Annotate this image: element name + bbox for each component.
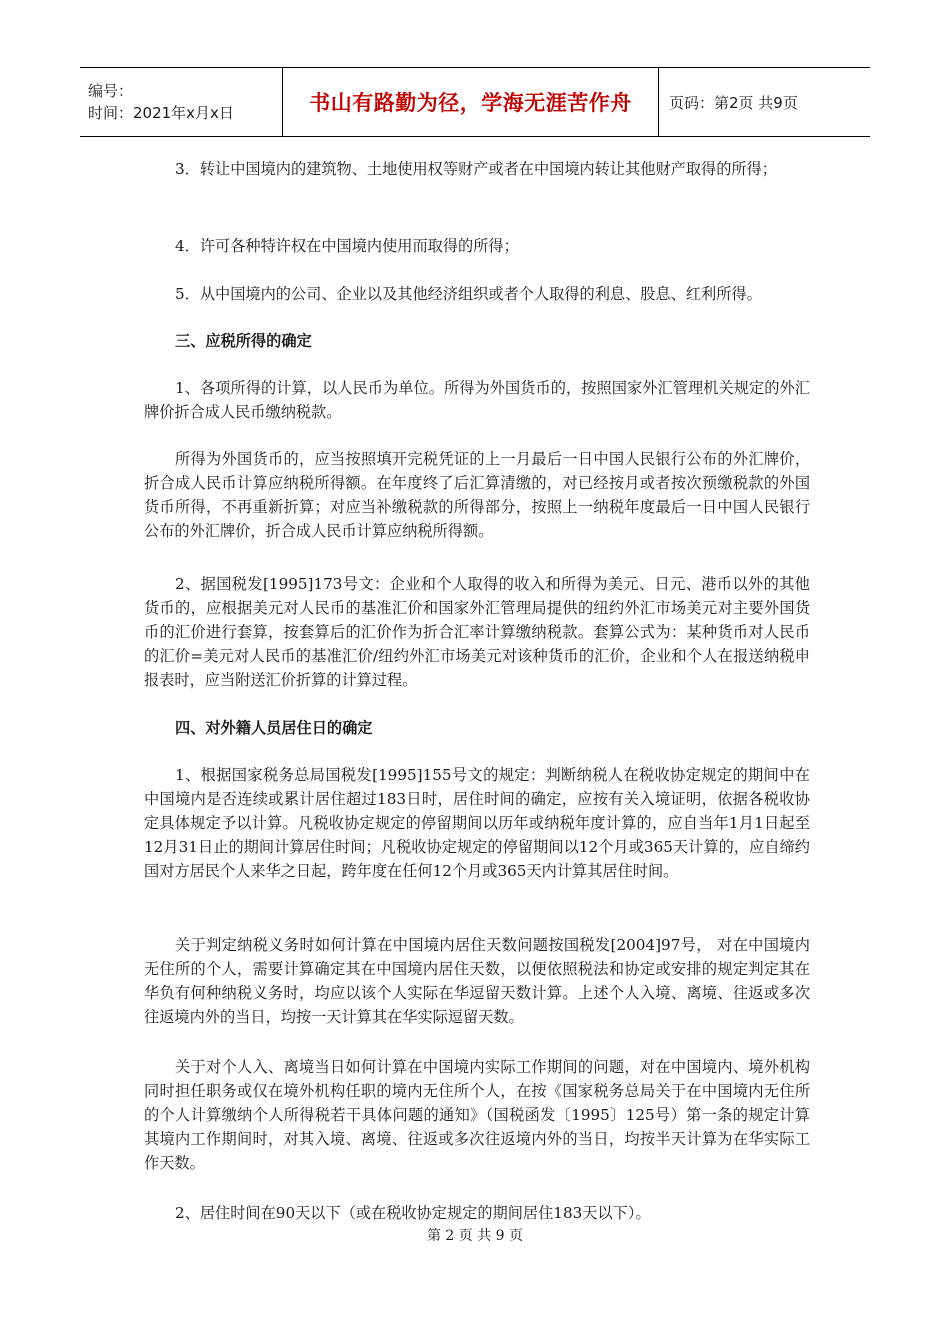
doc-time-label: 时间：2021年x月x日: [88, 104, 234, 122]
paragraph-5: 所得为外国货币的，应当按照填开完税凭证的上一月最后一日中国人民银行公布的外汇牌价，折合成人民币计算应纳税所得额。在年度终了后汇算清缴的，对已经按月或者按次预缴税款的外国货币所得，不再重新折算；对应当补缴税款的所得部分，按照上一纳税年度最后一日中国人民银行公布的外汇牌价，折合成人民币计算应纳税所得额。: [144, 450, 810, 540]
paragraph-6: 2、据国税发[1995]173号文：企业和个人取得的收入和所得为美元、日元、港币以外的其他货币的，应根据美元对人民币的基准汇价和国家外汇管理局提供的纽约外汇市场美元对主要外国货币的汇价进行套算，按套算后的汇价作为折合汇率计算缴纳税款。套算公式为：某种货币对人民币的汇价=美元对人民币的基准汇价/纽约外汇市场美元对该种货币的汇价，企业和个人在报送纳税申报表时，应当附送汇价折算的计算过程。: [144, 575, 810, 689]
paragraph-8: 关于判定纳税义务时如何计算在中国境内居住天数问题按国税发[2004]97号， 对在中国境内无住所的个人，需要计算确定其在中国境内居住天数，以便依照税法和协定或安排的规定判定其在华负有何种纳税义务时，均应以该个人实际在华逗留天数计算。上述个人入境、离境、往返或多次往返境内外的当日，均按一天计算其在华实际逗留天数。: [144, 936, 810, 1026]
paragraph-7: 1、根据国家税务总局国税发[1995]155号文的规定：判断纳税人在税收协定规定的期间中在中国境内是否连续或累计居住超过183日时，居住时间的确定，应按有关入境证明，依据各税收协定具体规定予以计算。凡税收协定规定的停留期间以历年或纳税年度计算的，应自当年1月1日起至12月31日止的期间计算居住时间；凡税收协定规定的停留期间以12个月或365天计算的，应自缔约国对方居民个人来华之日起，跨年度在任何12个月或365天内计算其居住时间。: [144, 766, 810, 880]
page-header: [80, 67, 870, 137]
section-heading-3: 三、应税所得的确定: [175, 332, 312, 350]
header-meta: [80, 68, 283, 136]
paragraph-2: 4．许可各种特许权在中国境内使用而取得的所得；: [175, 237, 519, 255]
section-heading-4: 四、对外籍人员居住日的确定: [175, 719, 373, 737]
paragraph-9: 关于对个人入、离境当日如何计算在中国境内实际工作期间的问题，对在中国境内、境外机构同时担任职务或仅在境外机构任职的境内无住所个人，在按《国家税务总局关于在中国境内无住所的个人计算缴纳个人所得税若干具体问题的通知》（国税函发〔1995〕125号）第一条的规定计算其境内工作期间时，对其入境、离境、往返或多次往返境内外的当日，均按半天计算为在华实际工作天数。: [144, 1058, 810, 1172]
page-footer: 第 2 页 共 9 页: [426, 1228, 524, 1244]
paragraph-1: 3．转让中国境内的建筑物、土地使用权等财产或者在中国境内转让其他财产取得的所得；: [175, 160, 777, 178]
header-motto: 书山有路勤为径，学海无涯苦作舟: [283, 68, 659, 136]
paragraph-3: 5．从中国境内的公司、企业以及其他经济组织或者个人取得的利息、股息、红利所得。: [175, 285, 762, 303]
paragraph-4: 1、各项所得的计算，以人民币为单位。所得为外国货币的，按照国家外汇管理机关规定的外汇牌价折合成人民币缴纳税款。: [144, 379, 810, 421]
header-page-number: 页码：第2页 共9页: [669, 93, 798, 112]
doc-number-label: 编号：: [88, 82, 134, 100]
paragraph-10: 2、居住时间在90天以下（或在税收协定规定的期间居住183天以下）。: [175, 1204, 651, 1222]
